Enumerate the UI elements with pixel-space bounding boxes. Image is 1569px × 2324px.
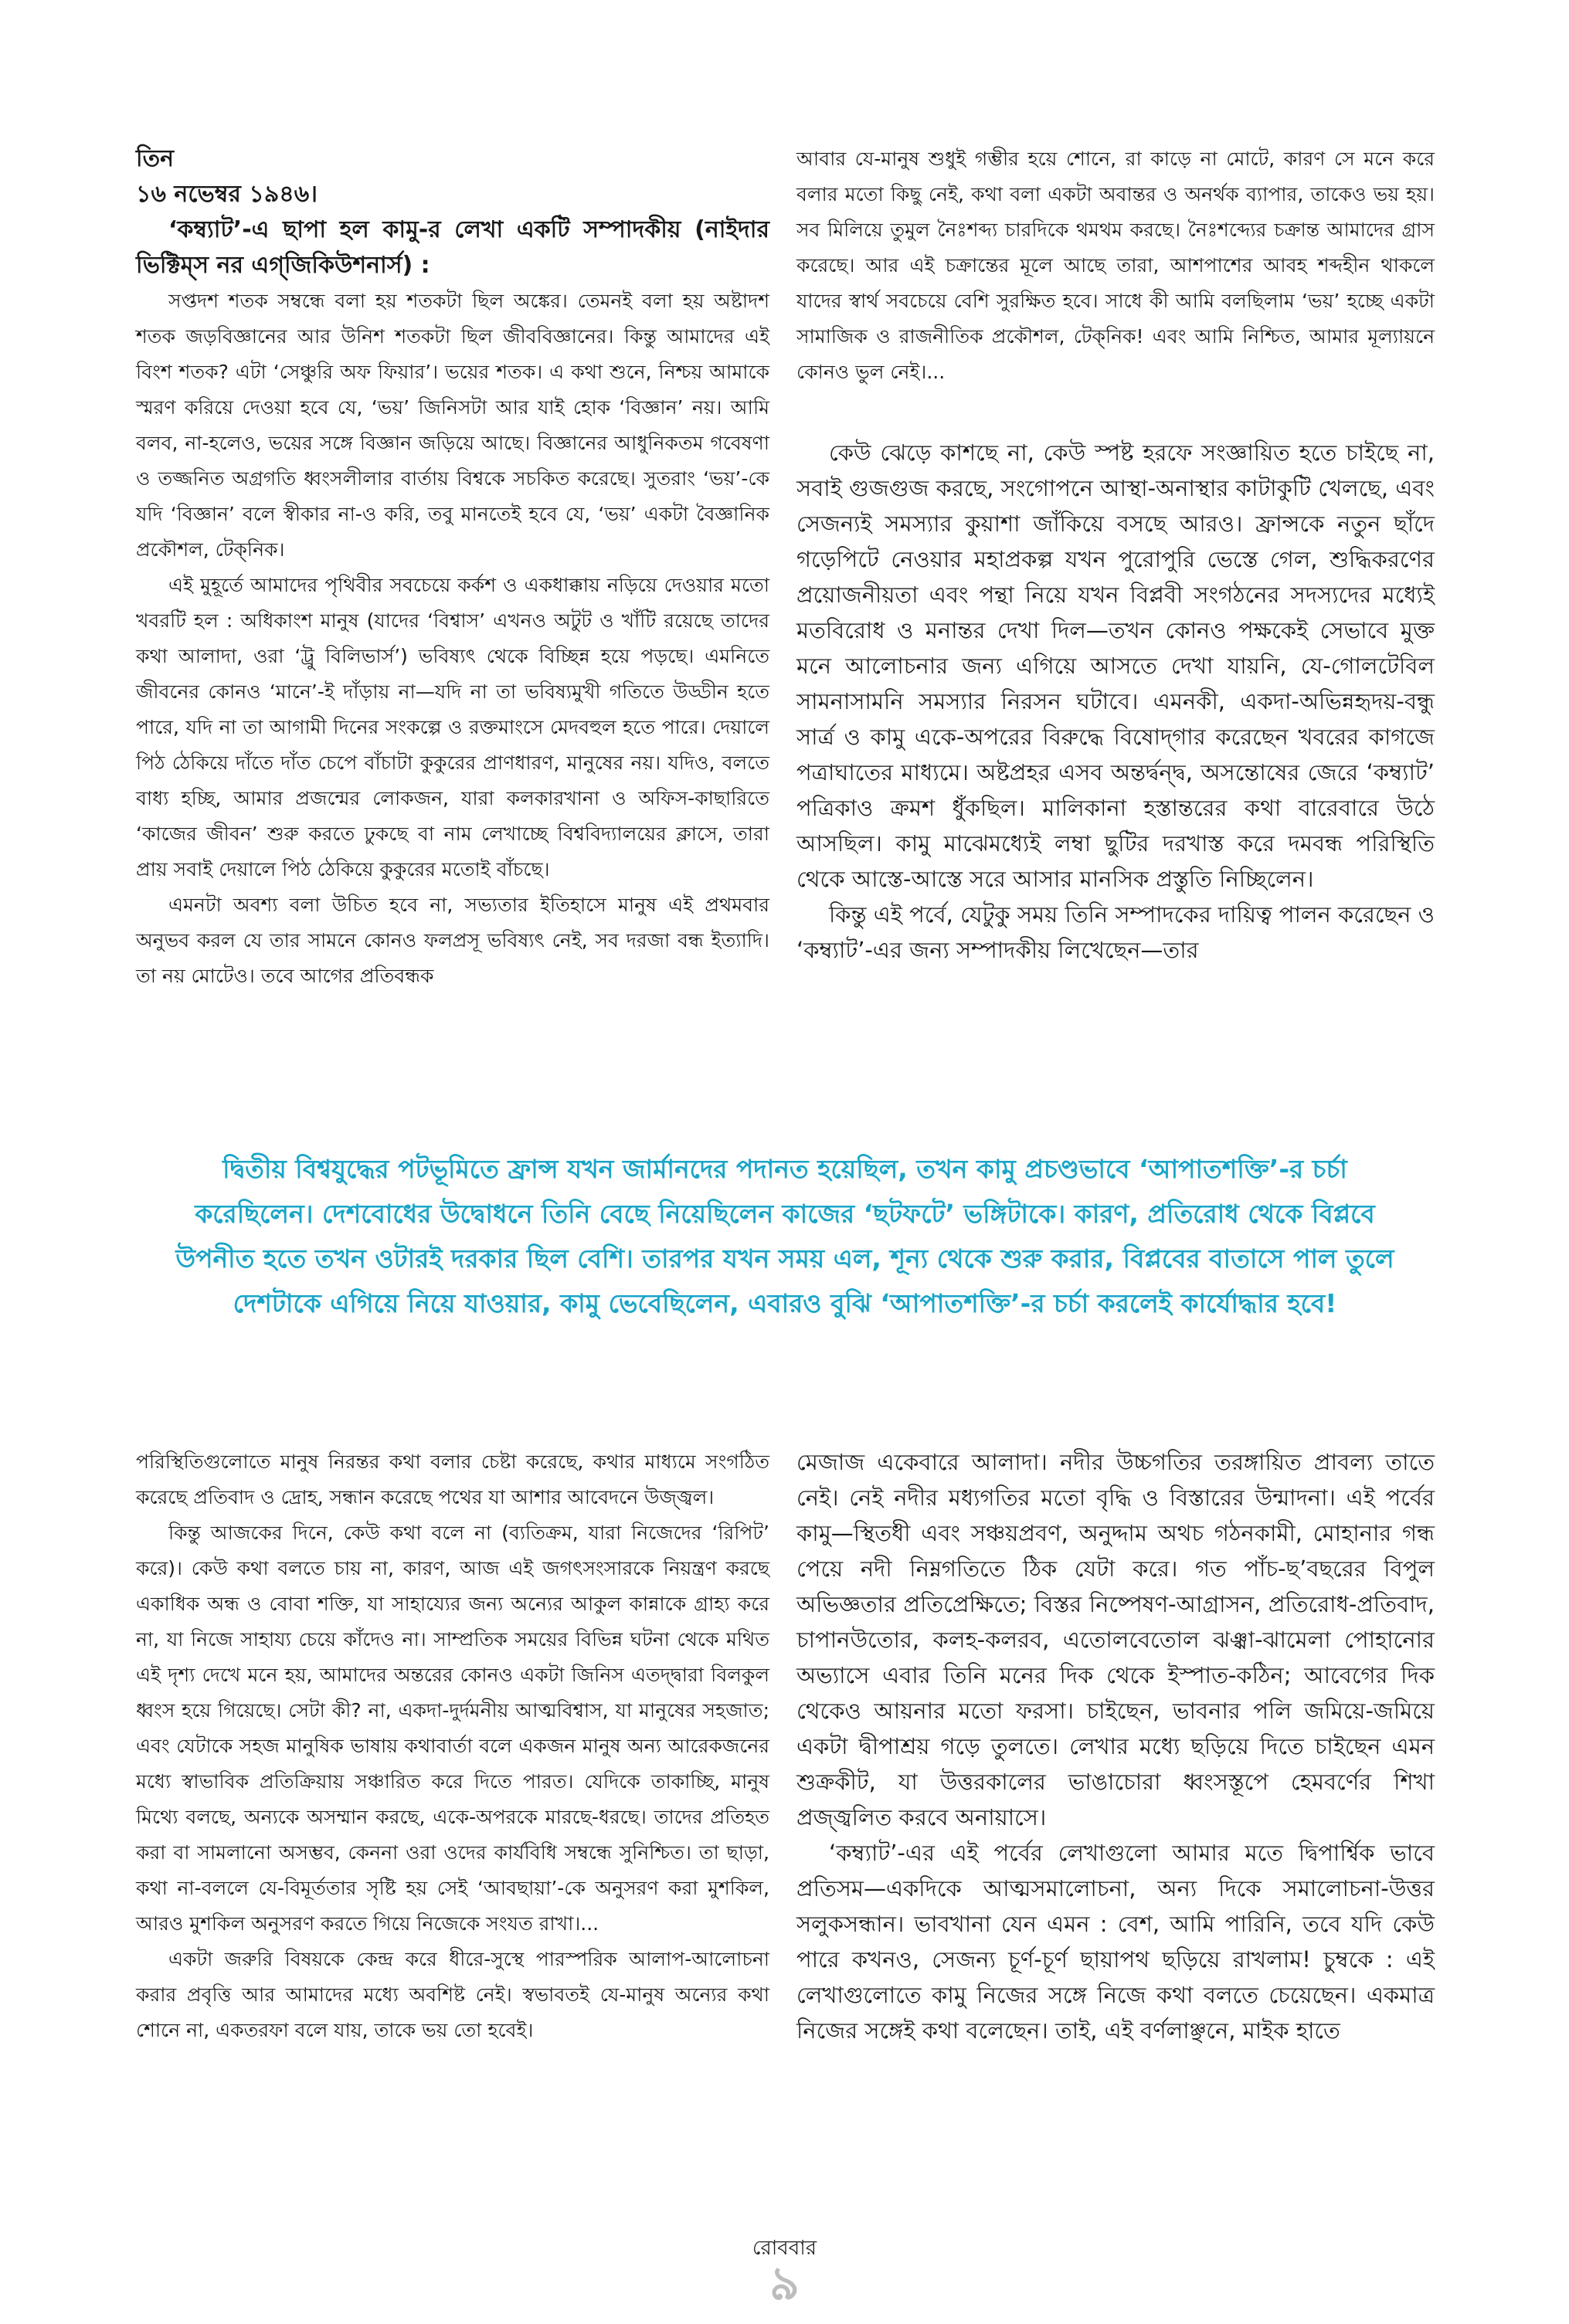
bottom-right-column [796,1444,1435,2048]
top-left-column [136,141,769,994]
pull-quote: দ্বিতীয় বিশ্বযুদ্ধের পটভূমিতে ফ্রান্স যখন জার্মানদের পদানত হয়েছিল, তখন কামু প্রচণ্ডভাবে ‘আপাতশক্তি’-র চর্চা করেছিলেন। দেশবোধের উদ্বোধনে তিনি বেছে নিয়েছিলেন কাজের ‘ছটফটে’ ভঙ্গিটাকে। কারণ, প্রতিরোধ থেকে বিপ্লবে উপনীত হতে তখন ওটারই দরকার ছিল বেশি। তারপর যখন সময় এল, শূন্য থেকে শুরু করার, বিপ্লবের বাতাসে পাল তুলে দেশটাকে এগিয়ে নিয়ে যাওয়ার, কামু ভেবেছিলেন, এবারও বুঝি ‘আপাতশক্তি’-র চর্চা করলেই কার্যোদ্ধার হবে! [175,1154,1394,1318]
body-paragraph: আবার যে-মানুষ শুধুই গম্ভীর হয়ে শোনে, রা কাড়ে না মোটে, কারণ সে মনে করে বলার মতো কিছু নেই, কথা বলা একটা অবান্তর ও অনর্থক ব্যাপার, তাকেও ভয় হয়। সব মিলিয়ে তুমুল নৈঃশব্দ্য চারদিকে থমথম করছে। নৈঃশব্দ্যের চক্রান্ত আমাদের গ্রাস করেছে। আর এই চক্রান্তের মূলে আছে তারা, আশপাশের আবহ শব্দহীন থাকলে যাদের স্বার্থ সবচেয়ে বেশি সুরক্ষিত হবে। সাধে কী আমি বলছিলাম ‘ভয়’ হচ্ছে একটা সামাজিক ও রাজনীতিক প্রকৌশল, টেক্‌নিক! এবং আমি নিশ্চিত, আমার মূল্যায়নে কোনও ভুল নেই।... [796,148,1435,383]
body-paragraph: এই মুহূর্তে আমাদের পৃথিবীর সবচেয়ে কর্কশ ও একধাক্কায় নড়িয়ে দেওয়ার মতো খবরটি হল : অধিকাংশ মানুষ (যাদের ‘বিশ্বাস’ এখনও অটুট ও খাঁটি রয়েছে তাদের কথা আলাদা, ওরা ‘ট্রু বিলিভার্স’) ভবিষ্যৎ থেকে বিচ্ছিন্ন হয়ে পড়ছে। এমনিতে জীবনের কোনও ‘মানে’-ই দাঁড়ায় না—যদি না তা ভবিষ্যমুখী গতিতে উড্ডীন হতে পারে, যদি না তা আগামী দিনের সংকল্পে ও রক্তমাংসে মেদবহুল হতে পারে। দেয়ালে পিঠ ঠেকিয়ে দাঁতে দাঁত চেপে বাঁচাটা কুকুরের প্রাণধারণ, মানুষের নয়। যদিও, বলতে বাধ্য হচ্ছি, আমার প্রজন্মের লোকজন, যারা কলকারখানা ও অফিস-কাছারিতে ‘কাজের জীবন’ শুরু করতে ঢুকছে বা নাম লেখাচ্ছে বিশ্ববিদ্যালয়ের ক্লাসে, তারা প্রায় সবাই দেয়ালে পিঠ ঠেকিয়ে কুকুরের মতোই বাঁচছে। [136,574,769,880]
body-paragraph: সপ্তদশ শতক সম্বন্ধে বলা হয় শতকটা ছিল অঙ্কের। তেমনই বলা হয় অষ্টাদশ শতক জড়বিজ্ঞানের আর উনিশ শতকটা ছিল জীববিজ্ঞানের। কিন্তু আমাদের এই বিংশ শতক? এটা ‘সেঞ্চুরি অফ ফিয়ার’। ভয়ের শতক। এ কথা শুনে, নিশ্চয় আমাকে স্মরণ করিয়ে দেওয়া হবে যে, ‘ভয়’ জিনিসটা আর যাই হোক ‘বিজ্ঞান’ নয়। আমি বলব, না-হলেও, ভয়ের সঙ্গে বিজ্ঞান জড়িয়ে আছে। বিজ্ঞানের আধুনিকতম গবেষণা ও তজ্জনিত অগ্রগতি ধ্বংসলীলার বার্তায় বিশ্বকে সচকিত করেছে। সুতরাং ‘ভয়’-কে যদি ‘বিজ্ঞান’ বলে স্বীকার না-ও করি, তবু মানতেই হবে যে, ‘ভয়’ একটা বৈজ্ঞানিক প্রকৌশল, টেক্‌নিক। [136,290,769,561]
section-number: তিন [136,145,174,172]
bottom-left-column [136,1444,769,2048]
body-paragraph: কিন্তু এই পর্বে, যেটুকু সময় তিনি সম্পাদকের দায়িত্ব পালন করেছেন ও ‘কম্ব্যাট’-এর জন্য সম্পাদকীয় লিখেছেন—তার [796,901,1435,963]
body-paragraph: কিন্তু আজকের দিনে, কেউ কথা বলে না (ব্যতিক্রম, যারা নিজেদের ‘রিপিট’ করে)। কেউ কথা বলতে চায় না, কারণ, আজ এই জগৎসংসারকে নিয়ন্ত্রণ করছে একাধিক অন্ধ ও বোবা শক্তি, যা সাহায্যের জন্য অন্যের আকুল কান্নাকে গ্রাহ্য করে না, যা নিজে সাহায্য চেয়ে কাঁদেও না। সাম্প্রতিক সময়ের বিভিন্ন ঘটনা থেকে মথিত এই দৃশ্য দেখে মনে হয়, আমাদের অন্তরের কোনও একটা জিনিস এতদ্দ্বারা বিলকুল ধ্বংস হয়ে গিয়েছে। সেটা কী? না, একদা-দুর্দমনীয় আত্মবিশ্বাস, যা মানুষের সহজাত; এবং যেটাকে সহজ মানুষিক ভাষায় কথাবার্তা বলে একজন মানুষ অন্য আরেকজনের মধ্যে স্বাভাবিক প্রতিক্রিয়ায় সঞ্চারিত করে দিতে পারত। যেদিকে তাকাচ্ছি, মানুষ মিথ্যে বলছে, অন্যকে অসম্মান করছে, একে-অপরকে মারছে-ধরছে। তাদের প্রতিহত করা বা সামলানো অসম্ভব, কেননা ওরা ওদের কার্যবিধি সম্বন্ধে সুনিশ্চিত। তা ছাড়া, কথা না-বললে যে-বিমূর্ততার সৃষ্টি হয় সেই ‘আবছায়া’-কে অনুসরণ করা মুশকিল, আরও মুশকিল অনুসরণ করতে গিয়ে নিজেকে সংযত রাখা।... [136,1522,769,1935]
body-paragraph: একটা জরুরি বিষয়কে কেন্দ্র করে ধীরে-সুস্থে পারস্পরিক আলাপ-আলোচনা করার প্রবৃত্তি আর আমাদের মধ্যে অবশিষ্ট নেই। স্বভাবতই যে-মানুষ অন্যের কথা শোনে না, একতরফা বলে যায়, তাকে ভয় তো হবেই। [136,1948,769,2041]
editorial-intro: ‘কম্ব্যাট’-এ ছাপা হল কামু-র লেখা একটি সম্পাদকীয় (নাইদার ভিক্টিম্স নর এগ্‌জিকিউশনার্স) : [136,216,769,279]
body-paragraph: ‘কম্ব্যাট’-এর এই পর্বের লেখাগুলো আমার মতে দ্বিপার্শ্বিক ভাবে প্রতিসম—একদিকে আত্মসমালোচনা, অন্য দিকে সমালোচনা-উত্তর সলুকসন্ধান। ভাবখানা যেন এমন : বেশ, আমি পারিনি, তবে যদি কেউ পারে কখনও, সেজন্য চূর্ণ-চূর্ণ ছায়াপথ ছড়িয়ে রাখলাম! চুম্বকে : এই লেখাগুলোতে কামু নিজের সঙ্গে নিজে কথা বলতে চেয়েছেন। একমাত্র নিজের সঙ্গেই কথা বলেছেন। তাই, এই বর্ণলাঞ্ছনে, মাইক হাতে [796,1840,1435,2044]
page-number: ৯ [769,2257,800,2311]
section-date: ১৬ নভেম্বর ১৯৪৬। [136,181,318,208]
body-paragraph: মেজাজ একেবারে আলাদা। নদীর উচ্চগতির তরঙ্গায়িত প্রাবল্য তাতে নেই। নেই নদীর মধ্যগতির মতো বৃদ্ধি ও বিস্তারের উন্মাদনা। এই পর্বের কামু—স্থিতধী এবং সঞ্চয়প্রবণ, অনুদ্দাম অথচ গঠনকামী, মোহানার গন্ধ পেয়ে নদী নিম্নগতিতে ঠিক যেটা করে। গত পাঁচ-ছ’বছরের বিপুল অভিজ্ঞতার প্রতিপ্রেক্ষিতে; বিস্তর নিষ্পেষণ-আগ্রাসন, প্রতিরোধ-প্রতিবাদ, চাপানউতোর, কলহ-কলরব, এতোলবেতোল ঝঞ্ঝা-ঝামেলা পোহানোর অভ্যাসে এবার তিনি মনের দিক থেকে ইস্পাত-কঠিন; আবেগের দিক থেকেও আয়নার মতো ফরসা। চাইছেন, ভাবনার পলি জমিয়ে-জমিয়ে একটা দ্বীপাশ্রয় গড়ে তুলতে। লেখার মধ্যে ছড়িয়ে দিতে চাইছেন এমন শুক্রকীট, যা উত্তরকালের ভাঙাচোরা ধ্বংসস্তূপে হেমবর্ণের শিখা প্রজ্জ্বলিত করবে অনায়াসে। [796,1449,1435,1830]
footer-magazine-name: রোববার [752,2237,817,2260]
top-right-column [796,141,1435,968]
body-paragraph: পরিস্থিতিগুলোতে মানুষ নিরন্তর কথা বলার চেষ্টা করেছে, কথার মাধ্যমে সংগঠিত করেছে প্রতিবাদ ও দ্রোহ, সন্ধান করেছে পথের যা আশার আবেদনে উজ্জ্বল। [136,1450,769,1508]
body-paragraph: এমনটা অবশ্য বলা উচিত হবে না, সভ্যতার ইতিহাসে মানুষ এই প্রথমবার অনুভব করল যে তার সামনে কোনও ফলপ্রসূ ভবিষ্যৎ নেই, সব দরজা বন্ধ ইত্যাদি। তা নয় মোটেও। তবে আগের প্রতিবন্ধক [136,894,769,987]
body-paragraph: কেউ ঝেড়ে কাশছে না, কেউ স্পষ্ট হরফে সংজ্ঞায়িত হতে চাইছে না, সবাই গুজগুজ করছে, সংগোপনে আস্থা-অনাস্থার কাটাকুটি খেলছে, এবং সেজন্যই সমস্যার কুয়াশা জাঁকিয়ে বসছে আরও। ফ্রান্সকে নতুন ছাঁদে গড়েপিটে নেওয়ার মহাপ্রকল্প যখন পুরোপুরি ভেস্তে গেল, শুদ্ধিকরণের প্রয়োজনীয়তা এবং পন্থা নিয়ে যখন বিপ্লবী সংগঠনের সদস্যদের মধ্যেই মতবিরোধ ও মনান্তর দেখা দিল—তখন কোনও পক্ষকেই সেভাবে মুক্ত মনে আলোচনার জন্য এগিয়ে আসতে দেখা যায়নি, যে-গোলটেবিল সামনাসামনি সমস্যার নিরসন ঘটাবে। এমনকী, একদা-অভিন্নহৃদয়-বন্ধু সার্ত্র ও কামু একে-অপরের বিরুদ্ধে বিষোদ্‌গার করেছেন খবরের কাগজে পত্রাঘাতের মাধ্যমে। অষ্টপ্রহর এসব অন্তর্দ্বন্দ্ব, অসন্তোষের জেরে ‘কম্ব্যাট’ পত্রিকাও ক্রমশ ধুঁকছিল। মালিকানা হস্তান্তরের কথা বারেবারে উঠে আসছিল। কামু মাঝেমধ্যেই লম্বা ছুটির দরখাস্ত করে দমবন্ধ পরিস্থিতি থেকে আস্তে-আস্তে সরে আসার মানসিক প্রস্তুতি নিচ্ছিলেন। [796,439,1435,892]
